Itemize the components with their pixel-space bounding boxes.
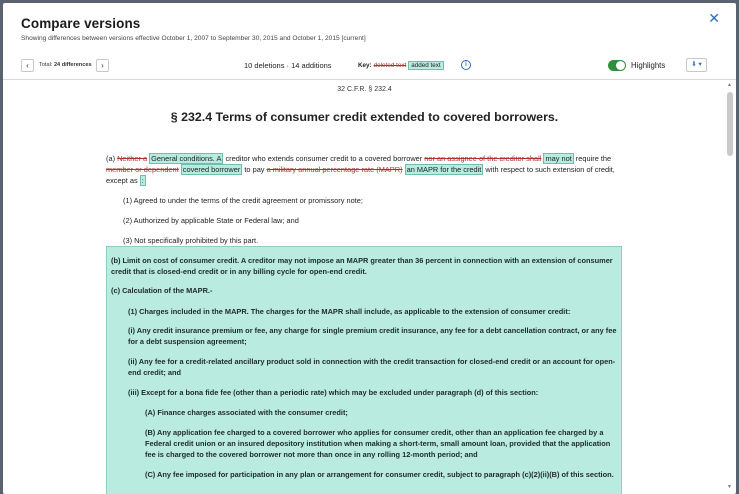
paragraph-c1: (1) Charges included in the MAPR. The charges for the MAPR shall include, as applicable to the extension of consumer credit: [128,307,571,316]
added-text: covered borrower [182,165,241,174]
download-icon: ⬇ [691,61,697,68]
added-text: : [141,176,144,185]
paragraph-c1-iii-c: (C) Any fee imposed for participation in any plan or arrangement for consumer credit, subject to paragraph (c)(2)(ii)(B) of this section. [145,470,614,479]
highlights-toggle[interactable] [608,60,626,71]
toggle-knob [616,61,625,70]
scroll-down-icon[interactable]: ▼ [727,484,732,490]
deleted-text: Neither a [117,154,148,163]
dialog-title: Compare versions [21,16,141,31]
scroll-up-icon[interactable]: ▲ [727,82,732,88]
compare-versions-dialog [3,3,736,494]
deleted-text: member or dependent [106,165,179,174]
added-text: an MAPR for the credit [406,165,482,174]
added-text: General conditions. A [151,154,222,163]
chevron-down-icon: ▾ [698,61,702,68]
next-difference-button[interactable]: › [96,59,109,72]
document-view[interactable] [3,80,736,494]
list-item: (2) Authorized by applicable State or Federal law; and [123,216,299,225]
paragraph-a: (a) Neither a General conditions. A creditor who extends consumer credit to a covered borrower nor an assignee of the creditor shall may not require the member or dependent covered borrower to pay a military annual percentage rate (MAPR) an MAPR for the credit with respect to such extension of credit, except as : [106,154,615,185]
info-icon[interactable]: i [461,60,471,70]
dialog-subtitle: Showing differences between versions effective October 1, 2007 to September 30, 2015 and October 1, 2015 [current] [21,35,366,42]
highlights-label: Highlights [631,61,666,70]
paragraph-c: (c) Calculation of the MAPR.- [111,286,213,295]
citation: 32 C.F.R. § 232.4 [337,86,392,93]
total-differences: Total: 24 differences [39,62,92,68]
legend-key: Key: deleted text added text [358,62,444,69]
list-item: (3) Not specifically prohibited by this part. [123,236,259,245]
scrollbar-thumb[interactable] [727,92,733,156]
paragraph-c1-iii: (iii) Except for a bona fide fee (other than a periodic rate) which may be excluded under paragraph (d) of this section: [128,388,539,397]
deleted-text: a military annual percentage rate (MAPR) [266,165,403,174]
paragraph-c1-iii-b: (B) Any application fee charged to a covered borrower who applies for consumer credit, other than an application fee charged by a Federal credit union or an insured depository institution when making a short-term, small amount loan, provided that the application fee is charged to the covered borrower not more than once in any rolling 12-month period; and [145,428,611,459]
section-title: § 232.4 Terms of consumer credit extended to covered borrowers. [170,110,559,124]
change-counts: 10 deletions · 14 additions [244,61,332,70]
compare-toolbar [3,51,736,80]
key-added: added text [408,61,443,70]
paragraph-c1-ii: (ii) Any fee for a credit-related ancillary product sold in connection with the credit transaction for closed-end credit or an account for open-end credit; and [128,357,616,377]
close-icon[interactable]: ✕ [708,10,720,26]
paragraph-b: (b) Limit on cost of consumer credit. A creditor may not impose an MAPR greater than 36 percent in connection with an extension of consumer credit that is closed-end credit or in any billing cycle for open-end credit. [111,256,613,276]
download-menu-button[interactable] [686,58,707,72]
paragraph-c1-i: (i) Any credit insurance premium or fee, any charge for single premium credit insurance, any fee for a debt cancellation contract, or any fee for a debt suspension agreement; [128,326,617,346]
added-text: may not [545,154,572,163]
list-item: (1) Agreed to under the terms of the credit agreement or promissory note; [123,196,363,205]
deleted-text: nor an assignee of the creditor shall [424,154,542,163]
dialog-header [3,3,736,51]
key-deleted: deleted text [373,62,407,69]
previous-difference-button[interactable]: ‹ [21,59,34,72]
vertical-scrollbar[interactable] [727,80,733,490]
paragraph-c1-iii-a: (A) Finance charges associated with the consumer credit; [145,408,348,417]
